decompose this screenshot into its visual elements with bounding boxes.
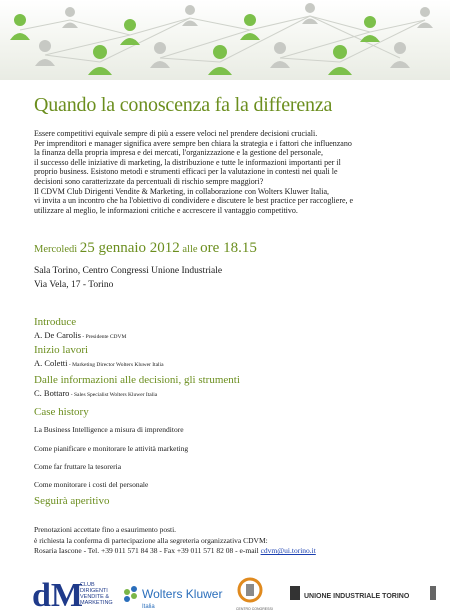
cdvm-mark: dM [32,577,83,614]
footer-info [34,525,316,557]
venue-line: Sala Torino, Centro Congressi Unione Industriale [34,266,223,276]
contact-text: Rosaria Iascone - Tel. +39 011 571 84 38 - Fax +39 011 571 82 08 - e-mail [34,546,261,555]
intro-line: il successo delle iniziative di marketing, la distribuzione e tutte le informazioni importanti per il [34,157,341,167]
cdvm-text-4: MARKETING [80,600,113,606]
page-title: Quando la conoscenza fa la differenza [34,94,333,116]
aperitivo-note: Seguirà aperitivo [34,495,110,507]
event-datetime [34,240,257,257]
speaker-name: C. Bottaro [34,388,70,398]
intro-line: Essere competitivi equivale sempre di più a essere veloci nel prendere decisioni cruciali. [34,129,318,138]
case-item: Come monitorare i costi del personale [34,480,149,489]
centro-congressi-logo-icon [236,579,273,611]
sponsor-logos [0,572,450,616]
speaker-name: A. De Carolis [34,330,81,340]
cdvm-text-2: DIRIGENTI [80,588,108,594]
speaker-tools [34,388,157,398]
venue-line: Via Vela, 17 - Torino [34,280,114,290]
intro-line: la finanza della propria impresa e dei mercati, l'organizzazione e la gestione del personale, [34,148,323,158]
intro-line: utilizzare al meglio, le informazioni critiche e accrescere il vantaggio competitivo. [34,205,298,215]
speaker-introduce [34,330,126,340]
cdvm-logo-icon [32,577,113,614]
wk-name: Wolters Kluwer [142,587,223,601]
intro-text [34,129,426,215]
speaker-role: - Presidente CDVM [80,334,127,340]
ui-name: UNIONE INDUSTRIALE TORINO [304,593,410,600]
speaker-name: A. Coletti [34,358,68,368]
event-at: alle [182,244,198,255]
event-venue [34,264,222,292]
footer-line: Prenotazioni accettate fino a esaurimento posti. [34,525,177,534]
event-date: 25 gennaio 2012 [79,240,180,256]
section-heading-tools: Dalle informazioni alle decisioni, gli strumenti [34,374,240,386]
intro-line: proprio business. Esistono metodi e strumenti efficaci per la valutazione in contesti nei quali le [34,167,338,177]
wk-sub: Italia [142,604,155,610]
event-day: Mercoledì [34,244,78,255]
section-heading-case: Case history [34,406,89,418]
cdvm-text-3: VENDITE & [80,594,110,600]
footer-contact [34,546,316,557]
speaker-role: - Marketing Director Wolters Kluwer Italia [67,362,164,368]
intro-line: Il CDVM Club Dirigenti Vendite & Marketing, in collaborazione con Wolters Kluwer Italia, [34,186,329,196]
speaker-role: - Sales Specialist Wolters Kluwer Italia [69,392,158,398]
cdvm-text-1: CLUB [80,582,95,588]
cc-text: CENTRO CONGRESSI [236,607,273,611]
case-item: Come pianificare e monitorare le attività marketing [34,444,189,453]
section-heading-introduce: Introduce [34,316,77,328]
email-link[interactable]: cdvm@ui.torino.it [260,546,316,555]
wolters-kluwer-logo-icon [124,586,222,610]
case-item: La Business Intelligence a misura di imprenditore [34,425,184,434]
event-time: ore 18.15 [200,240,257,256]
intro-line: Per imprenditori e manager significa avere sempre ben chiara la strategia e i fattori che influenzano [34,138,352,148]
section-heading-start: Inizio lavori [34,344,89,356]
people-network-banner [0,0,450,80]
case-item: Come far fruttare la tesoreria [34,462,122,471]
footer-line: è richiesta la conferma di partecipazione alla segreteria organizzativa CDVM: [34,535,268,545]
unione-industriale-logo-icon [290,586,436,600]
intro-line: decisioni sono caratterizzate da percentuali di rischio sempre maggiori? [34,176,264,186]
header-banner [0,0,450,80]
speaker-start [34,358,164,368]
intro-line: vi invita a un incontro che ha l'obiettivo di condividere e discutere le best practice per raccogliere, e [34,196,354,206]
